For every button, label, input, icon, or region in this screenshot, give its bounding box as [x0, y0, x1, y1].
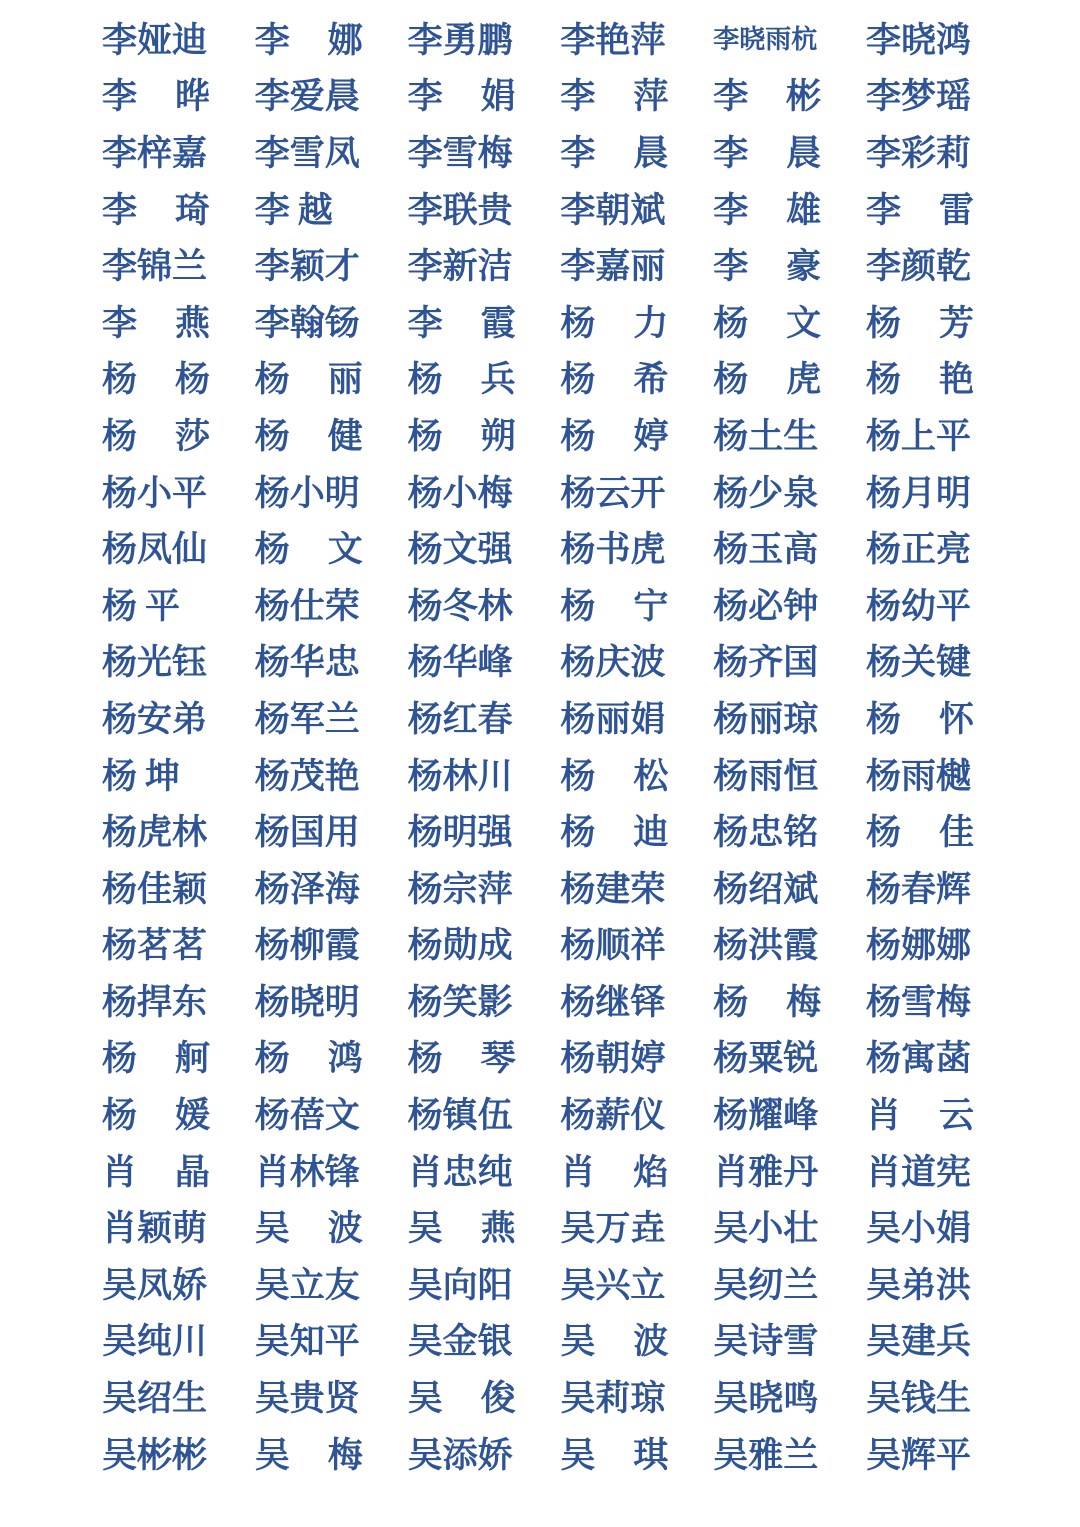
name-entry: 吴万垚: [560, 1208, 666, 1250]
name-entry: 杨笑影: [407, 981, 513, 1023]
name-entry: 李艳萍: [560, 19, 666, 61]
name-entry: 杨柳霞: [254, 925, 360, 967]
name-entry: 杨庆波: [560, 642, 666, 684]
name-entry: 杨上平: [865, 415, 971, 457]
name-entry: 李 豪: [713, 246, 822, 288]
name-entry: 杨文强: [407, 529, 513, 571]
name-entry: 吴添娇: [407, 1434, 513, 1476]
name-entry: 吴 俊: [407, 1378, 516, 1420]
name-entry: 杨洪霞: [713, 925, 819, 967]
name-entry: 肖道宪: [865, 1151, 971, 1193]
name-entry: 杨 婷: [560, 415, 669, 457]
name-entry: 杨继铎: [560, 981, 666, 1023]
name-entry: 李晓雨杭: [713, 25, 818, 56]
name-entry: 杨 鸿: [254, 1038, 363, 1080]
name-entry: 杨 文: [713, 302, 822, 344]
name-entry: 杨绍斌: [713, 868, 819, 910]
name-entry: 吴金银: [407, 1321, 513, 1363]
name-entry: 吴辉平: [865, 1434, 971, 1476]
name-entry: 杨泽海: [254, 868, 360, 910]
name-entry: 李爱晨: [254, 76, 360, 118]
name-entry: 杨晓明: [254, 981, 360, 1023]
name-entry: 李 萍: [560, 76, 669, 118]
name-entry: 杨 舸: [102, 1038, 210, 1080]
name-entry: 李嘉丽: [560, 246, 666, 288]
name-entry: 李 晔: [102, 76, 210, 118]
name-entry: 杨军兰: [254, 698, 360, 740]
name-entry: 李 雷: [865, 189, 974, 231]
name-entry: 吴兴立: [560, 1264, 666, 1306]
name-entry: 杨雪梅: [865, 981, 971, 1023]
name-entry: 杨 怀: [865, 698, 974, 740]
name-entry: 李 晨: [560, 132, 669, 174]
name-entry: 吴建兵: [865, 1321, 971, 1363]
name-entry: 肖忠纯: [407, 1151, 513, 1193]
name-entry: 吴纯川: [102, 1321, 208, 1363]
name-entry: 杨顺祥: [560, 925, 666, 967]
name-entry: 杨 杨: [102, 359, 210, 401]
name-entry: 杨 松: [560, 755, 669, 797]
name-entry: 吴诗雪: [713, 1321, 819, 1363]
name-entry: 杨玉高: [713, 529, 819, 571]
name-entry: 吴弟洪: [865, 1264, 971, 1306]
name-entry: 肖林锋: [254, 1151, 360, 1193]
name-entry: 杨坤: [102, 755, 189, 797]
name-entry: 吴向阳: [407, 1264, 513, 1306]
name-entry: 李锦兰: [102, 246, 208, 288]
name-entry: 杨勋成: [407, 925, 513, 967]
name-entry: 肖 焰: [560, 1151, 669, 1193]
name-entry: 李晓鸿: [865, 19, 971, 61]
name-entry: 杨寓菡: [865, 1038, 971, 1080]
name-entry: 杨建荣: [560, 868, 666, 910]
name-entry: 吴纫兰: [713, 1264, 819, 1306]
name-entry: 吴晓鸣: [713, 1378, 819, 1420]
name-entry: 李 晨: [713, 132, 822, 174]
name-entry: 杨娜娜: [865, 925, 971, 967]
name-entry: 杨宗萍: [407, 868, 513, 910]
name-entry: 杨仕荣: [254, 585, 360, 627]
name-entry: 李联贵: [407, 189, 513, 231]
name-entry: 杨关键: [865, 642, 971, 684]
name-entry: 杨雨恒: [713, 755, 819, 797]
name-entry: 杨捍东: [102, 981, 208, 1023]
name-entry: 杨 希: [560, 359, 669, 401]
name-entry: 杨林川: [407, 755, 513, 797]
name-entry: 杨朝婷: [560, 1038, 666, 1080]
name-entry: 杨 宁: [560, 585, 669, 627]
name-entry: 杨正亮: [865, 529, 971, 571]
name-entry: 李朝斌: [560, 189, 666, 231]
name-entry: 杨红春: [407, 698, 513, 740]
name-entry: 李 霞: [407, 302, 516, 344]
name-entry: 杨凤仙: [102, 529, 208, 571]
name-entry: 杨耀峰: [713, 1095, 819, 1137]
name-entry: 杨小平: [102, 472, 208, 514]
name-entry: 杨 朔: [407, 415, 516, 457]
name-entry: 杨忠铭: [713, 812, 819, 854]
name-entry: 李梓嘉: [102, 132, 208, 174]
name-entry: 杨 健: [254, 415, 363, 457]
name-entry: 吴雅兰: [713, 1434, 819, 1476]
name-entry: 李翰钖: [254, 302, 360, 344]
name-entry: 吴绍生: [102, 1378, 208, 1420]
name-entry: 杨月明: [865, 472, 971, 514]
name-entry: 李颖才: [254, 246, 360, 288]
name-list-grid: [102, 12, 978, 1483]
name-entry: 杨小梅: [407, 472, 513, 514]
name-entry: 杨 兵: [407, 359, 516, 401]
name-entry: 杨 梅: [713, 981, 822, 1023]
name-entry: 杨华峰: [407, 642, 513, 684]
name-entry: 杨 莎: [102, 415, 210, 457]
name-entry: 杨佳颖: [102, 868, 208, 910]
name-entry: 李 雄: [713, 189, 822, 231]
name-entry: 杨薪仪: [560, 1095, 666, 1137]
name-entry: 杨 虎: [713, 359, 822, 401]
name-entry: 杨齐国: [713, 642, 819, 684]
name-entry: 杨镇伍: [407, 1095, 513, 1137]
name-entry: 吴莉琼: [560, 1378, 666, 1420]
name-entry: 杨 力: [560, 302, 669, 344]
name-entry: 李越: [254, 189, 341, 231]
name-entry: 吴 燕: [407, 1208, 516, 1250]
name-entry: 杨平: [102, 585, 189, 627]
name-entry: 杨粟锐: [713, 1038, 819, 1080]
name-entry: 李彩莉: [865, 132, 971, 174]
name-entry: 杨冬林: [407, 585, 513, 627]
name-entry: 吴 梅: [254, 1434, 363, 1476]
name-entry: 杨丽琼: [713, 698, 819, 740]
name-entry: 吴小壮: [713, 1208, 819, 1250]
name-entry: 杨 媛: [102, 1095, 210, 1137]
name-entry: 吴彬彬: [102, 1434, 208, 1476]
name-entry: 李梦瑶: [865, 76, 971, 118]
name-entry: 杨土生: [713, 415, 819, 457]
name-entry: 杨必钟: [713, 585, 819, 627]
name-entry: 杨 佳: [865, 812, 974, 854]
name-entry: 杨云开: [560, 472, 666, 514]
name-entry: 李勇鹏: [407, 19, 513, 61]
name-entry: 吴 波: [560, 1321, 669, 1363]
name-entry: 杨 芳: [865, 302, 974, 344]
name-entry: 李雪梅: [407, 132, 513, 174]
name-entry: 吴凤娇: [102, 1264, 208, 1306]
name-entry: 李新洁: [407, 246, 513, 288]
name-entry: 杨光钰: [102, 642, 208, 684]
name-entry: 杨华忠: [254, 642, 360, 684]
name-entry: 杨春辉: [865, 868, 971, 910]
name-entry: 杨虎林: [102, 812, 208, 854]
name-entry: 杨丽娟: [560, 698, 666, 740]
name-entry: 吴钱生: [865, 1378, 971, 1420]
name-entry: 杨 迪: [560, 812, 669, 854]
name-entry: 杨国用: [254, 812, 360, 854]
name-entry: 李 燕: [102, 302, 210, 344]
name-entry: 吴 波: [254, 1208, 363, 1250]
name-entry: 吴贵贤: [254, 1378, 360, 1420]
name-entry: 李雪凤: [254, 132, 360, 174]
name-entry: 李娅迪: [102, 19, 208, 61]
name-entry: 杨幼平: [865, 585, 971, 627]
name-entry: 杨茂艳: [254, 755, 360, 797]
name-entry: 杨小明: [254, 472, 360, 514]
name-entry: 吴立友: [254, 1264, 360, 1306]
name-entry: 李 娜: [254, 19, 363, 61]
name-entry: 李 琦: [102, 189, 210, 231]
name-entry: 肖颖萌: [102, 1208, 208, 1250]
name-entry: 吴 琪: [560, 1434, 669, 1476]
name-entry: 杨茗茗: [102, 925, 208, 967]
name-entry: 杨雨樾: [865, 755, 971, 797]
name-entry: 李 彬: [713, 76, 822, 118]
name-entry: 吴小娟: [865, 1208, 971, 1250]
name-entry: 杨 丽: [254, 359, 363, 401]
name-entry: 杨 琴: [407, 1038, 516, 1080]
name-entry: 吴知平: [254, 1321, 360, 1363]
name-entry: 杨少泉: [713, 472, 819, 514]
name-entry: 肖 云: [865, 1095, 974, 1137]
name-entry: 肖雅丹: [713, 1151, 819, 1193]
name-entry: 肖 晶: [102, 1151, 210, 1193]
name-entry: 杨蓓文: [254, 1095, 360, 1137]
name-entry: 杨 文: [254, 529, 363, 571]
name-entry: 李 娟: [407, 76, 516, 118]
name-entry: 杨明强: [407, 812, 513, 854]
name-entry: 杨安弟: [102, 698, 208, 740]
name-entry: 杨书虎: [560, 529, 666, 571]
name-entry: 杨 艳: [865, 359, 974, 401]
name-entry: 李颜乾: [865, 246, 971, 288]
